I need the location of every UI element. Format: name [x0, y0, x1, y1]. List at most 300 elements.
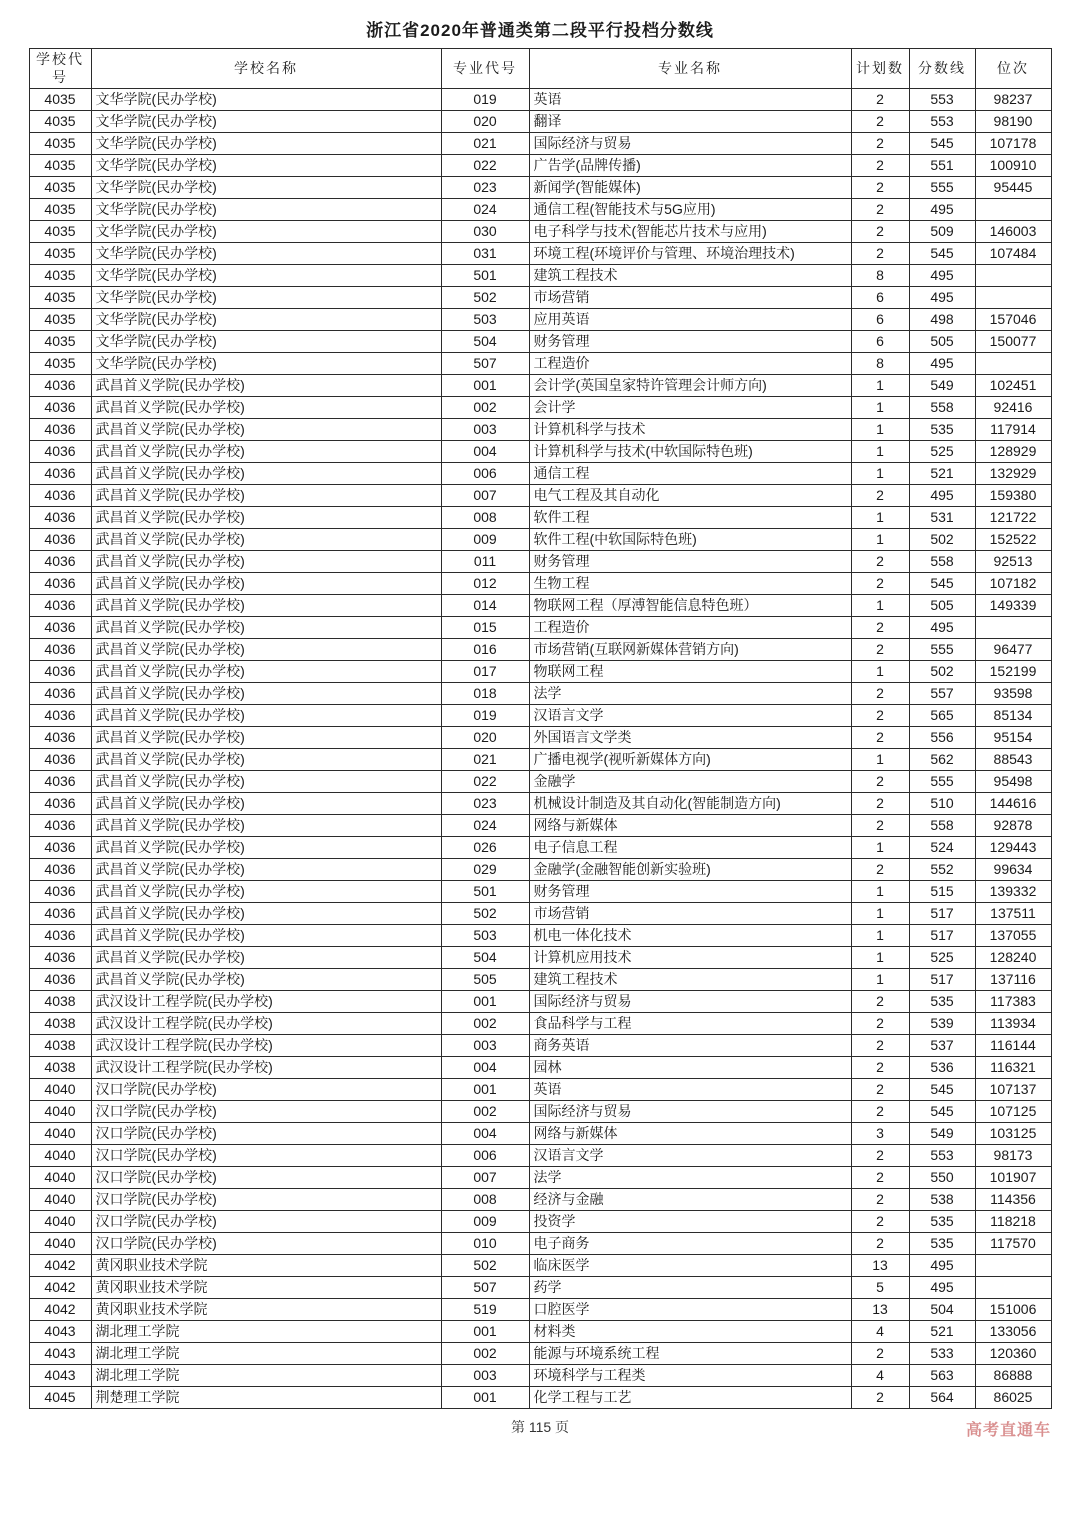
plan-count-cell: 1 [851, 968, 909, 990]
col-school-name: 学校名称 [91, 49, 441, 89]
rank-cell: 120360 [975, 1342, 1051, 1364]
rank-cell: 150077 [975, 330, 1051, 352]
rank-cell: 157046 [975, 308, 1051, 330]
rank-cell: 121722 [975, 506, 1051, 528]
score-line-cell: 549 [909, 1122, 975, 1144]
school-name-cell: 文华学院(民办学校) [91, 308, 441, 330]
major-name-cell: 会计学 [529, 396, 851, 418]
table-row [29, 1122, 1051, 1144]
school-code-cell: 4045 [29, 1386, 91, 1408]
school-code-cell: 4036 [29, 440, 91, 462]
table-row [29, 1232, 1051, 1254]
major-name-cell: 材料类 [529, 1320, 851, 1342]
major-code-cell: 507 [441, 352, 529, 374]
major-name-cell: 法学 [529, 682, 851, 704]
major-name-cell: 法学 [529, 1166, 851, 1188]
rank-cell [975, 352, 1051, 374]
major-code-cell: 017 [441, 660, 529, 682]
score-line-cell: 502 [909, 528, 975, 550]
major-name-cell: 工程造价 [529, 616, 851, 638]
major-code-cell: 504 [441, 330, 529, 352]
major-name-cell: 国际经济与贸易 [529, 990, 851, 1012]
plan-count-cell: 2 [851, 1100, 909, 1122]
school-name-cell: 武昌首义学院(民办学校) [91, 374, 441, 396]
score-line-cell: 545 [909, 132, 975, 154]
major-code-cell: 002 [441, 396, 529, 418]
major-name-cell: 网络与新媒体 [529, 814, 851, 836]
table-row [29, 1144, 1051, 1166]
plan-count-cell: 2 [851, 1188, 909, 1210]
rank-cell [975, 198, 1051, 220]
score-line-cell: 535 [909, 1210, 975, 1232]
school-code-cell: 4036 [29, 638, 91, 660]
rank-cell: 128240 [975, 946, 1051, 968]
rank-cell: 86888 [975, 1364, 1051, 1386]
table-row [29, 462, 1051, 484]
major-code-cell: 019 [441, 704, 529, 726]
plan-count-cell: 2 [851, 1012, 909, 1034]
major-code-cell: 014 [441, 594, 529, 616]
major-name-cell: 通信工程 [529, 462, 851, 484]
rank-cell: 144616 [975, 792, 1051, 814]
rank-cell: 116144 [975, 1034, 1051, 1056]
major-code-cell: 022 [441, 770, 529, 792]
major-name-cell: 经济与金融 [529, 1188, 851, 1210]
score-line-cell: 562 [909, 748, 975, 770]
major-code-cell: 502 [441, 902, 529, 924]
table-row [29, 242, 1051, 264]
major-code-cell: 012 [441, 572, 529, 594]
major-code-cell: 018 [441, 682, 529, 704]
major-code-cell: 503 [441, 924, 529, 946]
major-name-cell: 投资学 [529, 1210, 851, 1232]
score-line-cell: 550 [909, 1166, 975, 1188]
school-code-cell: 4035 [29, 286, 91, 308]
table-body [29, 88, 1051, 1408]
major-code-cell: 502 [441, 1254, 529, 1276]
school-code-cell: 4036 [29, 572, 91, 594]
plan-count-cell: 2 [851, 1034, 909, 1056]
school-name-cell: 汉口学院(民办学校) [91, 1188, 441, 1210]
school-name-cell: 武昌首义学院(民办学校) [91, 682, 441, 704]
rank-cell: 117570 [975, 1232, 1051, 1254]
school-code-cell: 4036 [29, 924, 91, 946]
table-row [29, 110, 1051, 132]
score-line-cell: 552 [909, 858, 975, 880]
school-code-cell: 4036 [29, 858, 91, 880]
plan-count-cell: 2 [851, 1144, 909, 1166]
score-line-cell: 495 [909, 286, 975, 308]
major-name-cell: 市场营销 [529, 902, 851, 924]
plan-count-cell: 6 [851, 308, 909, 330]
rank-cell: 151006 [975, 1298, 1051, 1320]
major-name-cell: 物联网工程（厚溥智能信息特色班） [529, 594, 851, 616]
table-row [29, 1078, 1051, 1100]
table-row [29, 1188, 1051, 1210]
rank-cell: 128929 [975, 440, 1051, 462]
major-name-cell: 汉语言文学 [529, 1144, 851, 1166]
school-name-cell: 湖北理工学院 [91, 1320, 441, 1342]
table-row [29, 1254, 1051, 1276]
plan-count-cell: 1 [851, 396, 909, 418]
score-line-cell: 555 [909, 638, 975, 660]
score-line-cell: 555 [909, 770, 975, 792]
major-name-cell: 电子科学与技术(智能芯片技术与应用) [529, 220, 851, 242]
school-code-cell: 4035 [29, 176, 91, 198]
rank-cell: 152522 [975, 528, 1051, 550]
rank-cell: 159380 [975, 484, 1051, 506]
school-code-cell: 4035 [29, 110, 91, 132]
rank-cell: 117914 [975, 418, 1051, 440]
plan-count-cell: 1 [851, 902, 909, 924]
plan-count-cell: 1 [851, 924, 909, 946]
school-name-cell: 武昌首义学院(民办学校) [91, 858, 441, 880]
rank-cell: 85134 [975, 704, 1051, 726]
table-row [29, 814, 1051, 836]
school-name-cell: 武汉设计工程学院(民办学校) [91, 1012, 441, 1034]
score-line-cell: 556 [909, 726, 975, 748]
major-name-cell: 英语 [529, 88, 851, 110]
major-code-cell: 501 [441, 264, 529, 286]
col-major-code: 专业代号 [441, 49, 529, 89]
school-code-cell: 4043 [29, 1320, 91, 1342]
score-line-cell: 565 [909, 704, 975, 726]
score-line-cell: 564 [909, 1386, 975, 1408]
table-row [29, 1166, 1051, 1188]
score-line-cell: 549 [909, 374, 975, 396]
score-line-cell: 535 [909, 990, 975, 1012]
page-footer [29, 1417, 1051, 1439]
major-name-cell: 环境科学与工程类 [529, 1364, 851, 1386]
table-row [29, 484, 1051, 506]
school-code-cell: 4036 [29, 748, 91, 770]
rank-cell: 137511 [975, 902, 1051, 924]
table-row [29, 132, 1051, 154]
score-line-cell: 545 [909, 1078, 975, 1100]
score-line-cell: 524 [909, 836, 975, 858]
table-row [29, 726, 1051, 748]
major-code-cell: 503 [441, 308, 529, 330]
score-line-cell: 495 [909, 1276, 975, 1298]
table-row [29, 1034, 1051, 1056]
score-line-cell: 517 [909, 968, 975, 990]
school-name-cell: 汉口学院(民办学校) [91, 1144, 441, 1166]
major-name-cell: 应用英语 [529, 308, 851, 330]
watermark-text: 高考直通车 [965, 1421, 1051, 1439]
major-code-cell: 002 [441, 1342, 529, 1364]
plan-count-cell: 2 [851, 132, 909, 154]
table-row [29, 1386, 1051, 1408]
plan-count-cell: 1 [851, 836, 909, 858]
school-code-cell: 4036 [29, 616, 91, 638]
rank-cell: 117383 [975, 990, 1051, 1012]
major-code-cell: 020 [441, 726, 529, 748]
school-code-cell: 4040 [29, 1166, 91, 1188]
score-line-cell: 563 [909, 1364, 975, 1386]
major-name-cell: 能源与环境系统工程 [529, 1342, 851, 1364]
school-code-cell: 4035 [29, 132, 91, 154]
major-name-cell: 电子信息工程 [529, 836, 851, 858]
rank-cell: 98237 [975, 88, 1051, 110]
major-name-cell: 通信工程(智能技术与5G应用) [529, 198, 851, 220]
table-row [29, 924, 1051, 946]
major-code-cell: 003 [441, 418, 529, 440]
major-code-cell: 519 [441, 1298, 529, 1320]
rank-cell: 107178 [975, 132, 1051, 154]
school-code-cell: 4042 [29, 1254, 91, 1276]
school-code-cell: 4040 [29, 1210, 91, 1232]
rank-cell: 93598 [975, 682, 1051, 704]
school-code-cell: 4036 [29, 946, 91, 968]
school-name-cell: 汉口学院(民办学校) [91, 1100, 441, 1122]
major-code-cell: 009 [441, 1210, 529, 1232]
plan-count-cell: 2 [851, 858, 909, 880]
school-name-cell: 黄冈职业技术学院 [91, 1254, 441, 1276]
school-name-cell: 武汉设计工程学院(民办学校) [91, 1056, 441, 1078]
rank-cell: 99634 [975, 858, 1051, 880]
major-code-cell: 001 [441, 1078, 529, 1100]
rank-cell: 152199 [975, 660, 1051, 682]
major-name-cell: 汉语言文学 [529, 704, 851, 726]
score-line-cell: 553 [909, 1144, 975, 1166]
school-code-cell: 4036 [29, 836, 91, 858]
score-line-cell: 517 [909, 902, 975, 924]
school-code-cell: 4036 [29, 704, 91, 726]
score-line-cell: 558 [909, 396, 975, 418]
school-name-cell: 文华学院(民办学校) [91, 110, 441, 132]
major-name-cell: 会计学(英国皇家特许管理会计师方向) [529, 374, 851, 396]
school-name-cell: 文华学院(民办学校) [91, 176, 441, 198]
school-name-cell: 汉口学院(民办学校) [91, 1166, 441, 1188]
table-row [29, 528, 1051, 550]
score-line-cell: 505 [909, 330, 975, 352]
rank-cell: 103125 [975, 1122, 1051, 1144]
major-code-cell: 019 [441, 88, 529, 110]
school-code-cell: 4035 [29, 154, 91, 176]
major-name-cell: 外国语言文学类 [529, 726, 851, 748]
school-code-cell: 4036 [29, 968, 91, 990]
school-name-cell: 武昌首义学院(民办学校) [91, 594, 441, 616]
score-line-cell: 555 [909, 176, 975, 198]
plan-count-cell: 13 [851, 1298, 909, 1320]
plan-count-cell: 4 [851, 1320, 909, 1342]
score-table [29, 48, 1052, 1409]
school-name-cell: 武昌首义学院(民办学校) [91, 792, 441, 814]
score-line-cell: 553 [909, 88, 975, 110]
major-name-cell: 工程造价 [529, 352, 851, 374]
school-name-cell: 汉口学院(民办学校) [91, 1078, 441, 1100]
school-code-cell: 4036 [29, 528, 91, 550]
major-name-cell: 国际经济与贸易 [529, 1100, 851, 1122]
score-line-cell: 498 [909, 308, 975, 330]
school-code-cell: 4038 [29, 1034, 91, 1056]
score-line-cell: 495 [909, 484, 975, 506]
school-name-cell: 武昌首义学院(民办学校) [91, 814, 441, 836]
score-line-cell: 545 [909, 572, 975, 594]
rank-cell: 137116 [975, 968, 1051, 990]
table-row [29, 1364, 1051, 1386]
major-name-cell: 翻译 [529, 110, 851, 132]
major-code-cell: 501 [441, 880, 529, 902]
school-name-cell: 文华学院(民办学校) [91, 330, 441, 352]
rank-cell: 149339 [975, 594, 1051, 616]
table-row [29, 660, 1051, 682]
major-code-cell: 505 [441, 968, 529, 990]
major-code-cell: 002 [441, 1100, 529, 1122]
major-name-cell: 计算机应用技术 [529, 946, 851, 968]
major-code-cell: 009 [441, 528, 529, 550]
major-code-cell: 024 [441, 814, 529, 836]
rank-cell: 98190 [975, 110, 1051, 132]
plan-count-cell: 1 [851, 506, 909, 528]
major-name-cell: 网络与新媒体 [529, 1122, 851, 1144]
major-name-cell: 建筑工程技术 [529, 968, 851, 990]
school-name-cell: 文华学院(民办学校) [91, 264, 441, 286]
major-code-cell: 029 [441, 858, 529, 880]
table-row [29, 638, 1051, 660]
major-code-cell: 003 [441, 1034, 529, 1056]
rank-cell: 107182 [975, 572, 1051, 594]
rank-cell: 113934 [975, 1012, 1051, 1034]
plan-count-cell: 2 [851, 1166, 909, 1188]
school-code-cell: 4036 [29, 374, 91, 396]
plan-count-cell: 2 [851, 770, 909, 792]
school-name-cell: 文华学院(民办学校) [91, 132, 441, 154]
major-code-cell: 504 [441, 946, 529, 968]
major-name-cell: 广播电视学(视听新媒体方向) [529, 748, 851, 770]
major-code-cell: 024 [441, 198, 529, 220]
plan-count-cell: 1 [851, 462, 909, 484]
plan-count-cell: 2 [851, 1078, 909, 1100]
school-code-cell: 4038 [29, 1012, 91, 1034]
rank-cell: 92878 [975, 814, 1051, 836]
major-code-cell: 006 [441, 462, 529, 484]
major-name-cell: 园林 [529, 1056, 851, 1078]
score-line-cell: 558 [909, 814, 975, 836]
table-row [29, 704, 1051, 726]
score-line-cell: 515 [909, 880, 975, 902]
plan-count-cell: 8 [851, 352, 909, 374]
plan-count-cell: 6 [851, 286, 909, 308]
major-code-cell: 016 [441, 638, 529, 660]
school-code-cell: 4036 [29, 462, 91, 484]
school-code-cell: 4036 [29, 418, 91, 440]
score-line-cell: 553 [909, 110, 975, 132]
table-row [29, 1100, 1051, 1122]
major-name-cell: 生物工程 [529, 572, 851, 594]
col-plan-count: 计划数 [851, 49, 909, 89]
school-name-cell: 武汉设计工程学院(民办学校) [91, 990, 441, 1012]
major-name-cell: 临床医学 [529, 1254, 851, 1276]
major-code-cell: 003 [441, 1364, 529, 1386]
plan-count-cell: 2 [851, 792, 909, 814]
major-code-cell: 023 [441, 792, 529, 814]
plan-count-cell: 1 [851, 594, 909, 616]
score-line-cell: 495 [909, 264, 975, 286]
major-name-cell: 市场营销(互联网新媒体营销方向) [529, 638, 851, 660]
school-name-cell: 武昌首义学院(民办学校) [91, 418, 441, 440]
rank-cell: 116321 [975, 1056, 1051, 1078]
table-row [29, 506, 1051, 528]
score-line-cell: 537 [909, 1034, 975, 1056]
table-row [29, 1298, 1051, 1320]
plan-count-cell: 2 [851, 616, 909, 638]
school-name-cell: 武昌首义学院(民办学校) [91, 440, 441, 462]
rank-cell [975, 1254, 1051, 1276]
rank-cell: 95154 [975, 726, 1051, 748]
table-row [29, 770, 1051, 792]
table-row [29, 1276, 1051, 1298]
major-name-cell: 药学 [529, 1276, 851, 1298]
major-name-cell: 电子商务 [529, 1232, 851, 1254]
col-rank: 位次 [975, 49, 1051, 89]
school-name-cell: 文华学院(民办学校) [91, 198, 441, 220]
rank-cell: 100910 [975, 154, 1051, 176]
school-name-cell: 文华学院(民办学校) [91, 286, 441, 308]
score-line-cell: 533 [909, 1342, 975, 1364]
table-row [29, 836, 1051, 858]
school-code-cell: 4036 [29, 396, 91, 418]
school-name-cell: 武昌首义学院(民办学校) [91, 506, 441, 528]
plan-count-cell: 2 [851, 1342, 909, 1364]
major-code-cell: 001 [441, 1320, 529, 1342]
plan-count-cell: 2 [851, 1232, 909, 1254]
rank-cell: 139332 [975, 880, 1051, 902]
rank-cell: 107484 [975, 242, 1051, 264]
school-name-cell: 汉口学院(民办学校) [91, 1122, 441, 1144]
school-name-cell: 湖北理工学院 [91, 1364, 441, 1386]
school-name-cell: 武昌首义学院(民办学校) [91, 462, 441, 484]
plan-count-cell: 2 [851, 572, 909, 594]
table-row [29, 308, 1051, 330]
rank-cell: 92416 [975, 396, 1051, 418]
school-name-cell: 武昌首义学院(民办学校) [91, 946, 441, 968]
major-code-cell: 030 [441, 220, 529, 242]
score-line-cell: 495 [909, 616, 975, 638]
school-name-cell: 武昌首义学院(民办学校) [91, 396, 441, 418]
school-code-cell: 4035 [29, 352, 91, 374]
rank-cell: 102451 [975, 374, 1051, 396]
table-row [29, 1056, 1051, 1078]
table-row [29, 858, 1051, 880]
plan-count-cell: 2 [851, 814, 909, 836]
table-row [29, 946, 1051, 968]
school-name-cell: 黄冈职业技术学院 [91, 1298, 441, 1320]
table-row [29, 330, 1051, 352]
rank-cell: 129443 [975, 836, 1051, 858]
score-line-cell: 517 [909, 924, 975, 946]
score-line-cell: 557 [909, 682, 975, 704]
rank-cell: 92513 [975, 550, 1051, 572]
major-code-cell: 004 [441, 1056, 529, 1078]
col-school-code: 学校代号 [29, 49, 91, 89]
plan-count-cell: 1 [851, 528, 909, 550]
school-name-cell: 武昌首义学院(民办学校) [91, 770, 441, 792]
school-code-cell: 4040 [29, 1100, 91, 1122]
major-code-cell: 507 [441, 1276, 529, 1298]
table-row [29, 880, 1051, 902]
plan-count-cell: 1 [851, 440, 909, 462]
table-row [29, 792, 1051, 814]
school-name-cell: 文华学院(民办学校) [91, 220, 441, 242]
school-code-cell: 4040 [29, 1188, 91, 1210]
school-name-cell: 汉口学院(民办学校) [91, 1210, 441, 1232]
table-row [29, 352, 1051, 374]
major-code-cell: 007 [441, 1166, 529, 1188]
table-row [29, 440, 1051, 462]
school-name-cell: 武昌首义学院(民办学校) [91, 880, 441, 902]
major-code-cell: 022 [441, 154, 529, 176]
